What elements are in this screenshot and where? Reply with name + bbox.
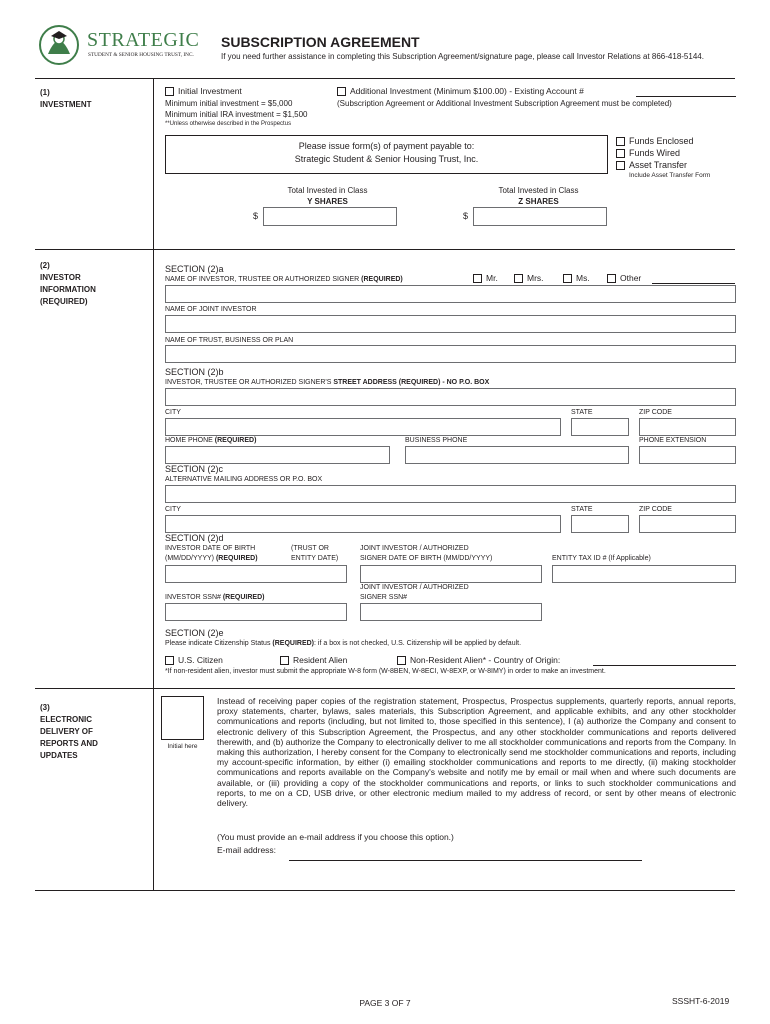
funds-wired-checkbox[interactable] [616,149,625,158]
us-citizen-label: U.S. Citizen [178,655,223,665]
z-total-label: Total Invested in Class [498,186,579,195]
section-2-title-2: INFORMATION [40,285,96,294]
mrs-checkbox[interactable] [514,274,523,283]
city-2-input[interactable] [165,515,561,533]
z-dollar-sign: $ [463,211,469,221]
business-phone-label: BUSINESS PHONE [405,437,468,444]
state-2-label: STATE [571,506,593,513]
ms-label: Ms. [576,273,590,283]
email-address-input[interactable] [289,860,642,861]
dob-required: (REQUIRED) [215,555,258,562]
y-shares-label: Y SHARES [307,197,348,206]
name-of-investor-text: NAME OF INVESTOR, TRUSTEE OR AUTHORIZED SIGNER [165,276,362,283]
alt-mailing-input[interactable] [165,485,736,503]
home-phone-input[interactable] [165,446,390,464]
section-2d-title: SECTION (2)d [165,533,224,543]
entity-tax-input[interactable] [552,565,736,583]
y-shares-amount-input[interactable] [263,207,397,226]
phone-extension-label: PHONE EXTENSION [639,437,707,444]
citizenship-footnote: *If non-resident alien, investor must submit the appropriate W-8 form (W-8BEN, W-8ECI, W-8EXP, or W-8IMY) in order to make an investment. [165,668,606,675]
y-total-label: Total Invested in Class [287,186,368,195]
y-dollar-sign: $ [253,211,259,221]
divider [35,688,735,689]
logo-brand: STRATEGIC [87,29,200,51]
initial-min-text: Minimum initial investment = $5,000 [165,99,293,108]
trust-name-label: NAME OF TRUST, BUSINESS OR PLAN [165,337,294,344]
section-2c-title: SECTION (2)c [165,464,224,474]
section-2-title-1: INVESTOR [40,273,81,282]
joint-dob-label-1: JOINT INVESTOR / AUTHORIZED [360,545,469,552]
initial-here-label: Initial here [167,743,198,750]
existing-account-input[interactable] [636,96,736,97]
other-title-input[interactable] [652,283,735,284]
state-input[interactable] [571,418,629,436]
non-resident-alien-label: Non-Resident Alien* - Country of Origin: [410,655,561,665]
additional-investment-label: Additional Investment (Minimum $100.00) - Existing Account # [350,86,584,96]
section-1-title: INVESTMENT [40,100,92,109]
ssn-text: INVESTOR SSN# [165,594,223,601]
section-3-title-4: UPDATES [40,751,78,760]
asset-transfer-note: Include Asset Transfer Form [629,172,711,179]
ms-checkbox[interactable] [563,274,572,283]
resident-alien-checkbox[interactable] [280,656,289,665]
city-2-label: CITY [165,506,181,513]
page-number: PAGE 3 OF 7 [359,998,411,1008]
required-tag: (REQUIRED) [361,276,403,283]
home-phone-text: HOME PHONE [165,437,215,444]
page-title: SUBSCRIPTION AGREEMENT [221,34,420,50]
ssn-required: (REQUIRED) [222,594,265,601]
column-divider [153,78,154,890]
trust-or-label-2: ENTITY DATE) [291,555,339,562]
ssn-label [165,594,264,601]
payable-line-2: Strategic Student & Senior Housing Trust, Inc. [294,154,479,164]
section-2b-title: SECTION (2)b [165,367,224,377]
entity-tax-label: ENTITY TAX ID # (If Applicable) [552,555,651,562]
joint-dob-label-2: SIGNER DATE OF BIRTH (MM/DD/YYYY) [360,555,493,562]
section-3-title-3: REPORTS AND [40,739,98,748]
state-2-input[interactable] [571,515,629,533]
joint-ssn-label-2: SIGNER SSN# [360,594,408,601]
non-resident-alien-checkbox[interactable] [397,656,406,665]
section-1-number: (1) [40,88,50,97]
ssn-input[interactable] [165,603,347,621]
home-phone-label [165,437,256,444]
investor-name-input[interactable] [165,285,736,303]
dob-label-2 [165,555,258,562]
page-subtitle: If you need further assistance in completing this Subscription Agreement/signature page, please call Investor Relations at 866-418-5144. [221,52,704,61]
z-shares-label: Z SHARES [518,197,559,206]
zip-2-label: ZIP CODE [639,506,672,513]
phone-extension-input[interactable] [639,446,736,464]
section-3-title-2: DELIVERY OF [40,727,93,736]
other-label: Other [620,273,642,283]
joint-investor-label: NAME OF JOINT INVESTOR [165,306,257,313]
section-2-number: (2) [40,261,50,270]
joint-dob-input[interactable] [360,565,542,583]
dob-input[interactable] [165,565,347,583]
joint-investor-input[interactable] [165,315,736,333]
logo-tagline: STUDENT & SENIOR HOUSING TRUST, INC. [88,52,194,58]
divider [35,78,735,79]
city-label: CITY [165,409,181,416]
zip-label: ZIP CODE [639,409,672,416]
form-code: SSSHT-6-2019 [672,996,730,1006]
mr-label: Mr. [486,273,498,283]
street-address-required: STREET ADDRESS (REQUIRED) - NO P.O. BOX [333,379,490,386]
z-shares-amount-input[interactable] [473,207,607,226]
initial-ira-text: Minimum initial IRA investment = $1,500 [165,110,308,119]
citizenship-note-a: Please indicate Citizenship Status [165,640,273,647]
resident-alien-label: Resident Alien [293,655,348,665]
section-2a-title: SECTION (2)a [165,264,224,274]
country-of-origin-input[interactable] [593,665,736,666]
asset-transfer-label: Asset Transfer [629,160,688,170]
section-2e-title: SECTION (2)e [165,628,224,638]
joint-ssn-input[interactable] [360,603,542,621]
additional-note-text: (Subscription Agreement or Additional Investment Subscription Agreement must be completed) [337,99,672,108]
street-address-label [165,379,489,386]
trust-or-label-1: (TRUST OR [291,545,329,552]
mr-checkbox[interactable] [473,274,482,283]
business-phone-input[interactable] [405,446,629,464]
electronic-delivery-text: Instead of receiving paper copies of the registration statement, Prospectus, Prospectus supplements, quarterly reports, annual reports, proxy statements, charter, bylaws, sales materials, this Subscription Agreement, and applicable exhibits, and any other stockholder communications and reports (including, but not limited to, those specified in this sentence), I (a) authorize the Company and consent to electronic delivery of this Subscription Agreement, the Prospectus, and any other stockholder communications and reports delivered therewith, and (b) authorize the Company to electronically deliver to me all stockholder communications and reports from the Company. In making this authorization, I hereby consent for the Company to electronically send me stockholder communications and reports, including my account-specific information, by either (i) emailing stockholder communications and reports to me directly, (ii) making stockholder communications and reports available on the Company's website and notify me by email or mail when and where such documents are available, or (iii) providing a copy of the stockholder communications and reports, or links to such stockholder communications and reports, to me on a CD, USB drive, or other electronic medium mailed to my address of record, or sent by other means of electronic delivery. [217,696,736,809]
zip-2-input[interactable] [639,515,736,533]
section-3-number: (3) [40,703,50,712]
street-address-input[interactable] [165,388,736,406]
funds-wired-label: Funds Wired [629,148,681,158]
alt-mailing-label: ALTERNATIVE MAILING ADDRESS OR P.O. BOX [165,476,323,483]
dob-format-text: (MM/DD/YYYY) [165,555,216,562]
initial-note-text: **Unless otherwise described in the Prospectus [165,121,292,127]
logo [38,24,203,66]
divider [35,890,735,891]
trust-name-input[interactable] [165,345,736,363]
zip-input[interactable] [639,418,736,436]
us-citizen-checkbox[interactable] [165,656,174,665]
divider [35,249,735,250]
funds-enclosed-label: Funds Enclosed [629,136,694,146]
name-of-investor-label [165,276,403,283]
logo-emblem-icon [38,24,80,66]
initial-investment-checkbox[interactable] [165,87,174,96]
citizenship-note [165,640,521,647]
state-label: STATE [571,409,593,416]
city-input[interactable] [165,418,561,436]
payable-line-1: Please issue form(s) of payment payable to: [298,141,475,151]
section-2-title-3: (REQUIRED) [40,297,88,306]
asset-transfer-checkbox[interactable] [616,161,625,170]
street-address-text: INVESTOR, TRUSTEE OR AUTHORIZED SIGNER'S [165,379,334,386]
citizenship-required: (REQUIRED) [272,640,315,647]
joint-ssn-label-1: JOINT INVESTOR / AUTHORIZED [360,584,469,591]
initial-investment-label: Initial Investment [178,86,242,96]
additional-investment-checkbox[interactable] [337,87,346,96]
dob-label-1: INVESTOR DATE OF BIRTH [165,545,256,552]
other-checkbox[interactable] [607,274,616,283]
mrs-label: Mrs. [527,273,544,283]
email-label: E-mail address: [217,845,277,855]
section-3-title-1: ELECTRONIC [40,715,92,724]
home-phone-required: (REQUIRED) [214,437,257,444]
email-requirement-note: (You must provide an e-mail address if you choose this option.) [217,832,454,842]
initial-here-box[interactable] [161,696,204,740]
funds-enclosed-checkbox[interactable] [616,137,625,146]
citizenship-note-b: : if a box is not checked, U.S. Citizenship will be applied by default. [314,640,522,647]
